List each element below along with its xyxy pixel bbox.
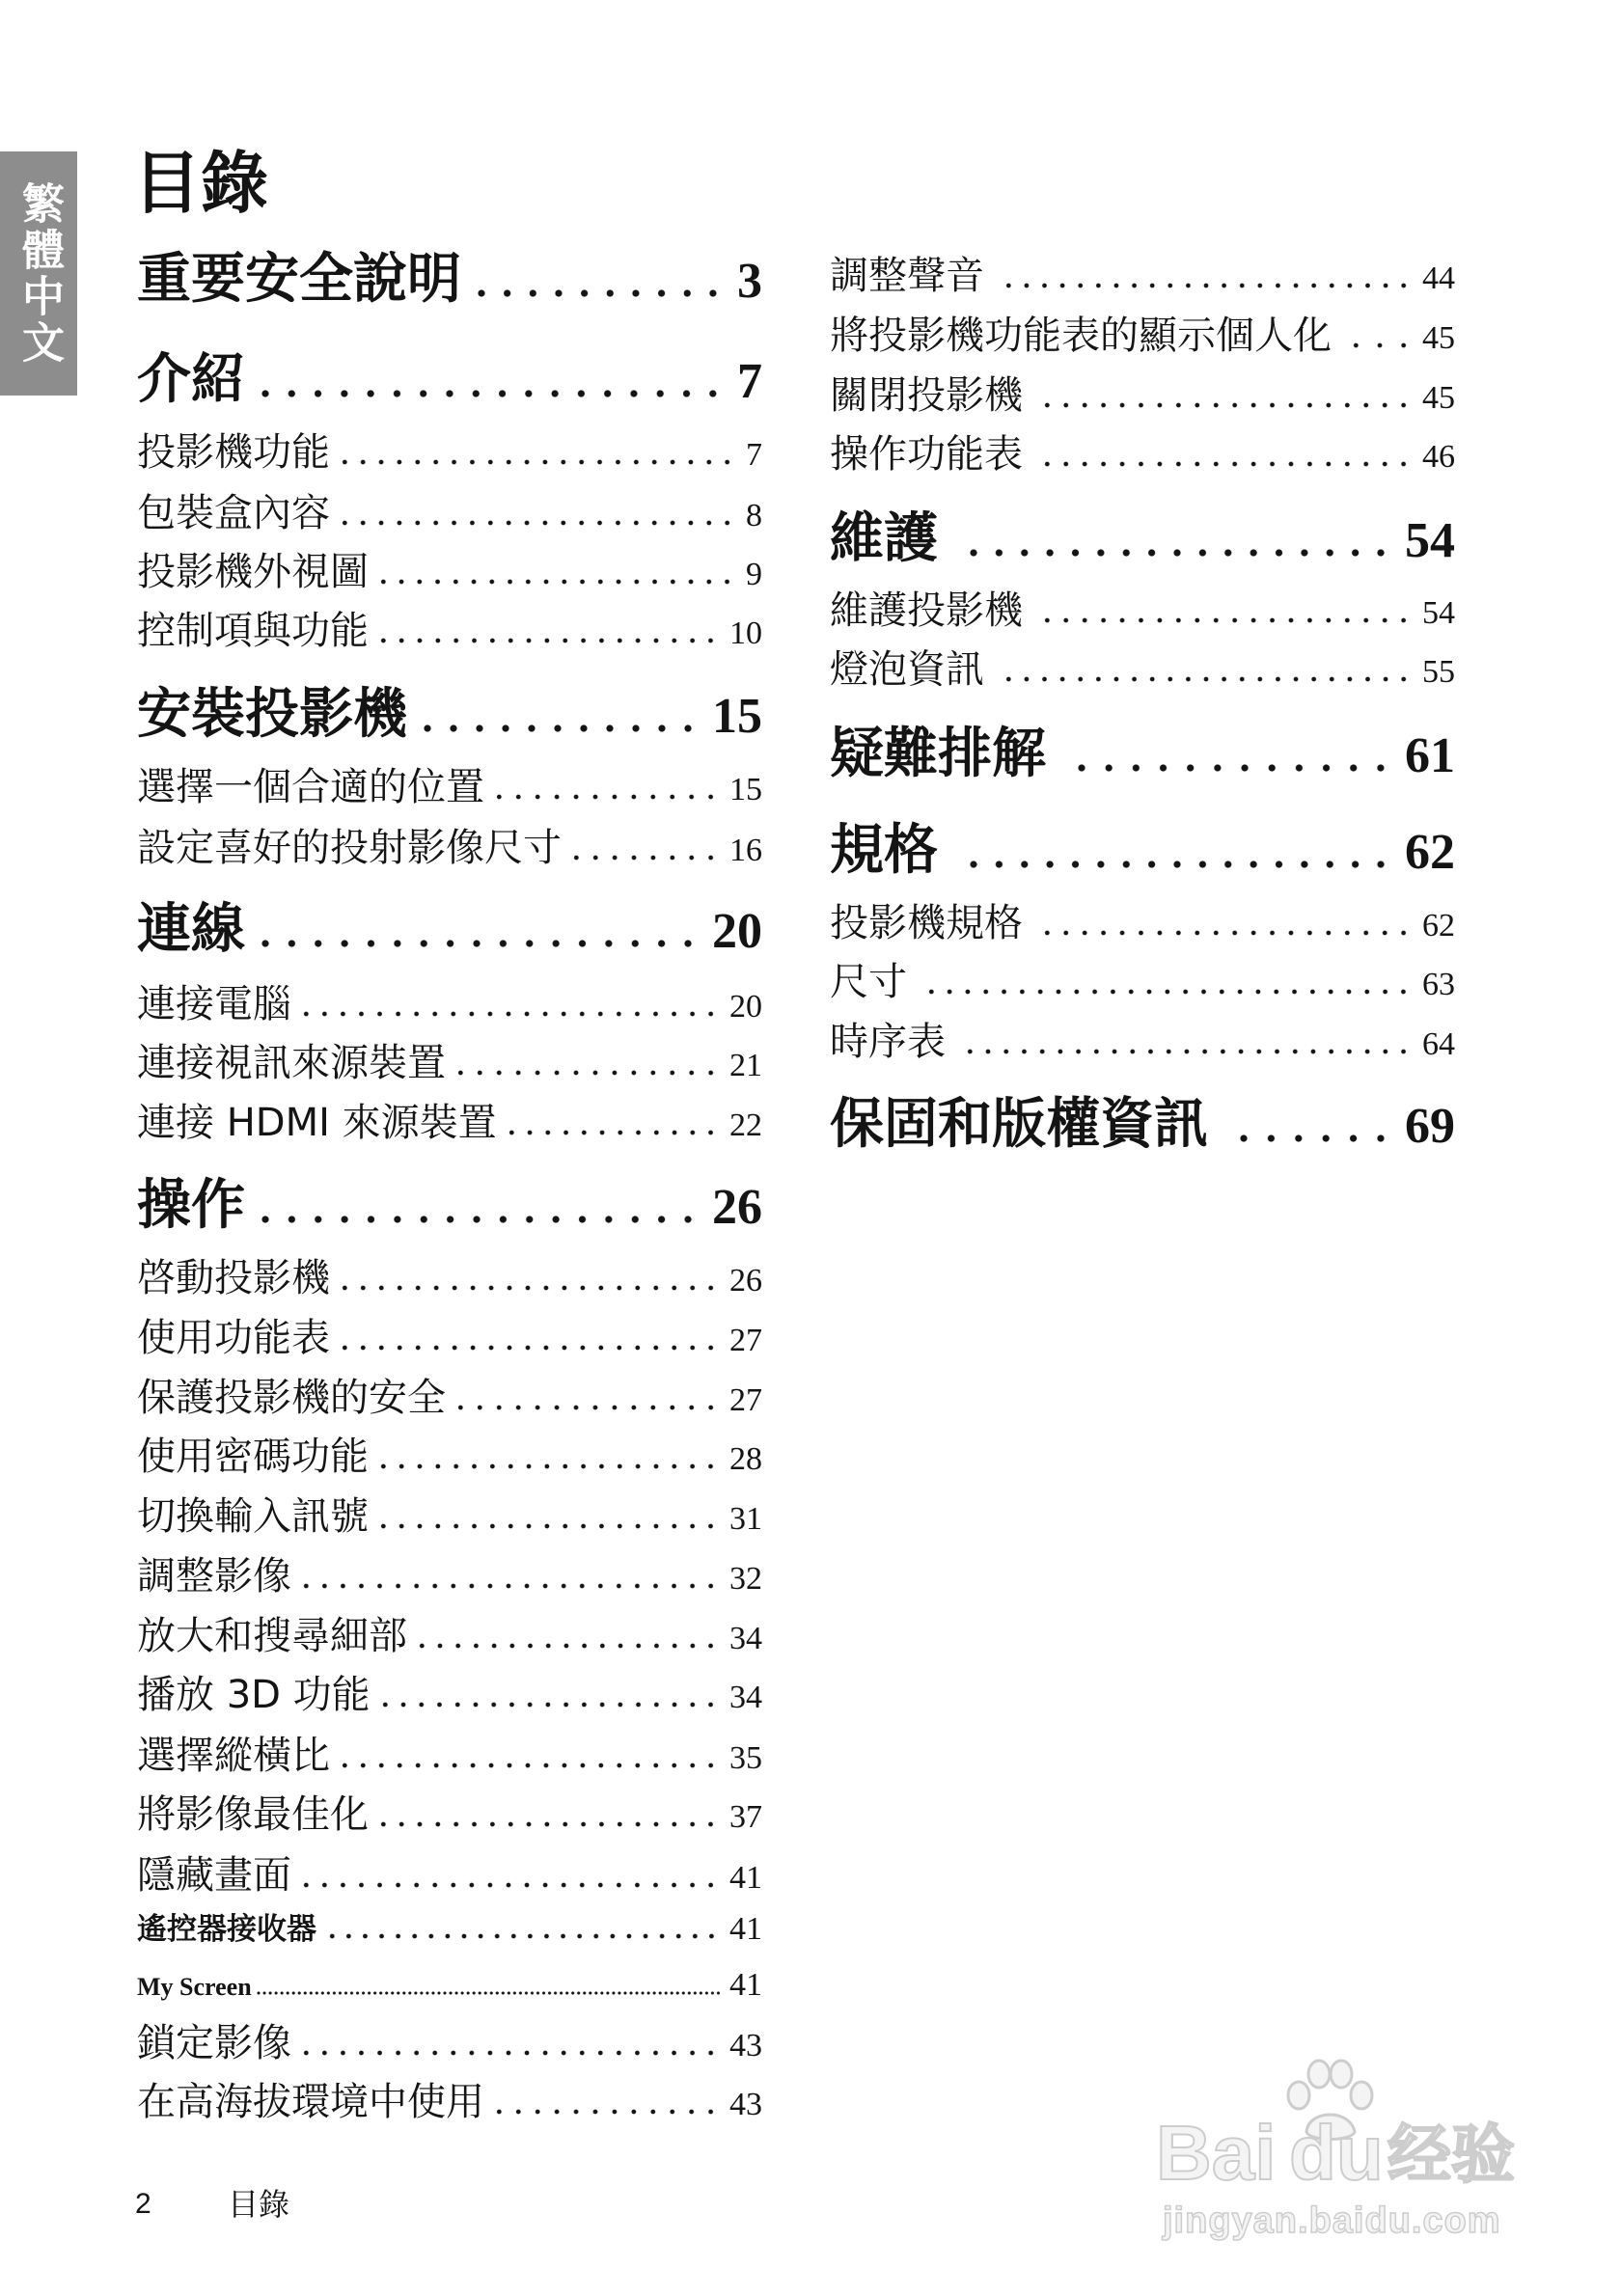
toc-entry-label: 連接 HDMI 來源裝置	[137, 1101, 497, 1145]
toc-entry[interactable]	[137, 2077, 762, 2127]
toc-entry-label: 連接電腦	[137, 982, 291, 1026]
dot-leader	[567, 855, 720, 861]
toc-entry-label: 投影機規格	[830, 901, 1023, 945]
toc-entry[interactable]	[137, 427, 762, 478]
toc-section-heading[interactable]	[137, 1172, 762, 1240]
toc-page-number: 37	[729, 1799, 762, 1835]
toc-page-number: 62	[1405, 825, 1455, 880]
toc-page-number: 64	[1422, 1026, 1455, 1062]
toc-page-number: 61	[1405, 728, 1455, 783]
toc-section-heading[interactable]	[137, 346, 762, 414]
dot-leader	[374, 638, 720, 643]
toc-page-number: 26	[729, 1263, 762, 1298]
toc-entry[interactable]	[830, 644, 1455, 695]
watermark-url: jingyan.baidu.com	[1163, 2200, 1501, 2241]
toc-heading-label: 疑難排解	[830, 723, 1046, 785]
watermark-brand-right: du	[1289, 2110, 1384, 2196]
page-title: 目錄	[133, 144, 268, 223]
toc-entry-label: 連接視訊來源裝置	[137, 1041, 446, 1085]
toc-heading-label: 重要安全說明	[137, 248, 461, 311]
dot-leader	[336, 1345, 720, 1351]
watermark-brand-left: Bai	[1156, 2110, 1277, 2196]
toc-entry-label: 尺寸	[830, 960, 907, 1004]
dot-leader	[336, 1285, 720, 1291]
dot-leader	[297, 2050, 720, 2056]
toc-entry-label: 啓動投影機	[137, 1256, 330, 1300]
dot-leader	[1038, 617, 1413, 623]
toc-entry[interactable]	[137, 1313, 762, 1363]
dot-leader	[376, 1702, 720, 1708]
toc-heading-label: 操作	[137, 1174, 245, 1237]
toc-entry[interactable]	[137, 1850, 762, 1900]
toc-page-number: 54	[1422, 595, 1455, 631]
toc-entry[interactable]	[137, 1790, 762, 1840]
toc-entry-label: 保護投影機的安全	[137, 1376, 446, 1420]
toc-entry[interactable]	[830, 898, 1455, 948]
toc-entry[interactable]	[137, 762, 762, 812]
dot-leader	[374, 1821, 720, 1827]
dot-leader	[336, 520, 736, 526]
toc-section-heading[interactable]	[137, 681, 762, 749]
toc-entry[interactable]	[137, 1670, 762, 1720]
toc-heading-label: 維護	[830, 507, 938, 570]
toc-entry[interactable]	[830, 957, 1455, 1007]
toc-entry-label: 播放 3D 功能	[137, 1673, 371, 1717]
toc-section-heading[interactable]	[137, 896, 762, 964]
language-tab-label: 繁體中文	[14, 180, 64, 367]
dot-leader	[961, 1049, 1413, 1054]
toc-entry-label: 使用密碼功能	[137, 1435, 369, 1479]
toc-heading-label: 保固和版權資訊	[830, 1093, 1208, 1156]
dot-leader	[961, 549, 1393, 557]
toc-entry-label: 遙控器接收器	[137, 1912, 316, 1947]
toc-page-number: 26	[712, 1180, 762, 1235]
toc-entry-label: 將投影機功能表的顯示個人化	[830, 314, 1332, 358]
toc-heading-label: 連線	[137, 898, 245, 961]
dot-leader	[961, 861, 1393, 868]
toc-section-heading[interactable]	[830, 817, 1455, 885]
toc-entry[interactable]	[137, 488, 762, 538]
dot-leader	[490, 2109, 720, 2115]
toc-page-number: 54	[1405, 513, 1455, 568]
toc-entry-label: 隱藏畫面	[137, 1853, 291, 1898]
toc-page-number: 15	[712, 689, 762, 744]
dot-leader	[374, 579, 736, 585]
toc-entry-label: 控制項與功能	[137, 609, 369, 653]
toc-section-heading[interactable]	[830, 1091, 1455, 1159]
toc-heading-label: 規格	[830, 819, 938, 882]
toc-entry-label: 關閉投影機	[830, 373, 1023, 418]
toc-page-number: 41	[729, 1860, 762, 1896]
toc-entry-label: 操作功能表	[830, 432, 1023, 477]
toc-page-number: 43	[729, 2028, 762, 2064]
toc-page-number: 9	[746, 557, 762, 592]
dot-leader	[503, 1130, 720, 1135]
dot-leader	[253, 940, 701, 947]
dot-leader	[297, 1583, 720, 1589]
toc-entry[interactable]	[830, 311, 1455, 361]
toc-page-number: 43	[729, 2087, 762, 2122]
toc-page-number: 7	[737, 354, 762, 409]
toc-heading-label: 安裝投影機	[137, 683, 407, 746]
dot-leader	[1038, 402, 1413, 408]
dot-leader	[452, 1405, 720, 1410]
toc-entry-label: 選擇一個合適的位置	[137, 765, 484, 809]
toc-page-number: 44	[1422, 260, 1455, 296]
dot-leader	[253, 390, 726, 397]
dot-leader	[469, 289, 726, 297]
toc-page-number: 55	[1422, 654, 1455, 690]
toc-entry-label: My Screen	[137, 1973, 252, 2001]
toc-section-heading[interactable]	[830, 506, 1455, 573]
toc-page-number: 63	[1422, 967, 1455, 1002]
toc-entry[interactable]	[137, 547, 762, 597]
toc-entry[interactable]	[137, 1098, 762, 1148]
toc-page-number: 31	[729, 1501, 762, 1537]
toc-entry[interactable]	[137, 1253, 762, 1303]
dot-leader	[1347, 342, 1413, 348]
toc-entry[interactable]	[137, 1731, 762, 1781]
toc-entry[interactable]	[830, 1017, 1455, 1067]
toc-entry[interactable]	[137, 606, 762, 656]
toc-entry-label: 投影機功能	[137, 430, 330, 475]
footer-section-title: 目錄	[228, 2186, 290, 2223]
dot-leader	[1000, 676, 1413, 682]
toc-entry[interactable]	[137, 979, 762, 1029]
dot-leader	[1038, 930, 1413, 936]
toc-entry-label: 調整聲音	[830, 254, 984, 298]
dot-leader	[324, 1933, 720, 1939]
toc-entry-label: 設定喜好的投射影像尺寸	[137, 826, 562, 870]
toc-entry-label: 將影像最佳化	[137, 1792, 369, 1837]
toc-page-number: 20	[712, 904, 762, 959]
toc-entry-label: 調整影像	[137, 1554, 291, 1599]
dot-leader	[490, 794, 720, 800]
toc-section-heading[interactable]	[137, 246, 762, 314]
toc-page-number: 20	[729, 989, 762, 1025]
dot-leader	[922, 989, 1413, 995]
toc-section-heading[interactable]	[830, 721, 1455, 788]
toc-page-number: 16	[729, 833, 762, 868]
toc-entry[interactable]	[137, 1373, 762, 1423]
toc-page-number: 27	[729, 1382, 762, 1418]
toc-page-number: 41	[729, 1911, 762, 1947]
toc-entry[interactable]	[830, 251, 1455, 301]
toc-entry-label: 在高海拔環境中使用	[137, 2080, 484, 2124]
toc-entry[interactable]	[137, 1908, 762, 1951]
toc-entry-label: 投影機外視圖	[137, 550, 369, 594]
toc-entry-label: 切換輸入訊號	[137, 1494, 369, 1539]
toc-entry-label: 燈泡資訊	[830, 647, 984, 692]
toc-entry[interactable]	[137, 1038, 762, 1088]
dot-leader	[413, 1643, 720, 1649]
dot-leader	[452, 1070, 720, 1076]
dot-leader	[374, 1523, 720, 1529]
toc-entry-label: 包裝盒內容	[137, 491, 330, 535]
toc-page-number: 34	[729, 1621, 762, 1656]
toc-entry[interactable]	[137, 1432, 762, 1482]
dot-leader	[1069, 764, 1393, 772]
toc-entry-label: 維護投影機	[830, 588, 1023, 633]
toc-entry[interactable]	[137, 823, 762, 873]
toc-entry[interactable]	[830, 370, 1455, 421]
dot-leader	[336, 459, 736, 465]
toc-page-number: 8	[746, 498, 762, 533]
toc-entry[interactable]	[137, 1966, 762, 2005]
watermark-product: 经验	[1387, 2118, 1515, 2192]
toc-entry-label: 使用功能表	[137, 1316, 330, 1360]
toc-entry-label: 時序表	[830, 1020, 946, 1064]
dot-leader	[1000, 283, 1413, 288]
dot-leader	[415, 724, 701, 732]
toc-entry-label: 鎖定影像	[137, 2021, 291, 2065]
toc-page-number: 3	[737, 254, 762, 309]
toc-page-number: 46	[1422, 439, 1455, 475]
toc-entry-label: 放大和搜尋細部	[137, 1614, 407, 1658]
toc-page-number: 7	[746, 437, 762, 473]
toc-page-number: 45	[1422, 320, 1455, 356]
dot-leader	[253, 1216, 701, 1223]
toc-page-number: 34	[729, 1680, 762, 1715]
toc-page-number: 27	[729, 1323, 762, 1358]
toc-page-number: 41	[729, 1967, 762, 2003]
page-number: 2	[135, 2188, 151, 2220]
toc-heading-label: 介紹	[137, 348, 245, 411]
language-tab	[0, 151, 77, 396]
toc-page-number: 15	[729, 772, 762, 807]
toc-page-number: 35	[729, 1740, 762, 1776]
toc-entry-label: 選擇縱橫比	[137, 1734, 330, 1778]
toc-page-number: 32	[729, 1561, 762, 1597]
toc-entry[interactable]	[830, 586, 1455, 636]
toc-entry[interactable]	[137, 2018, 762, 2068]
toc-page-number: 22	[729, 1107, 762, 1143]
toc-entry[interactable]	[137, 1491, 762, 1542]
dot-leader	[336, 1763, 720, 1768]
dot-leader	[374, 1463, 720, 1469]
toc-page-number: 10	[729, 615, 762, 651]
dot-leader	[1231, 1134, 1393, 1142]
dot-leader	[297, 1011, 720, 1017]
toc-entry[interactable]	[137, 1611, 762, 1661]
toc-page-number: 69	[1405, 1099, 1455, 1154]
toc-entry[interactable]	[830, 429, 1455, 479]
toc-page-number: 28	[729, 1441, 762, 1477]
toc-page-number: 21	[729, 1048, 762, 1083]
dot-leader	[297, 1882, 720, 1888]
dot-leader	[256, 1991, 722, 1995]
toc-entry[interactable]	[137, 1551, 762, 1601]
toc-page-number: 62	[1422, 908, 1455, 943]
dot-leader	[1038, 461, 1413, 467]
toc-page-number: 45	[1422, 380, 1455, 416]
